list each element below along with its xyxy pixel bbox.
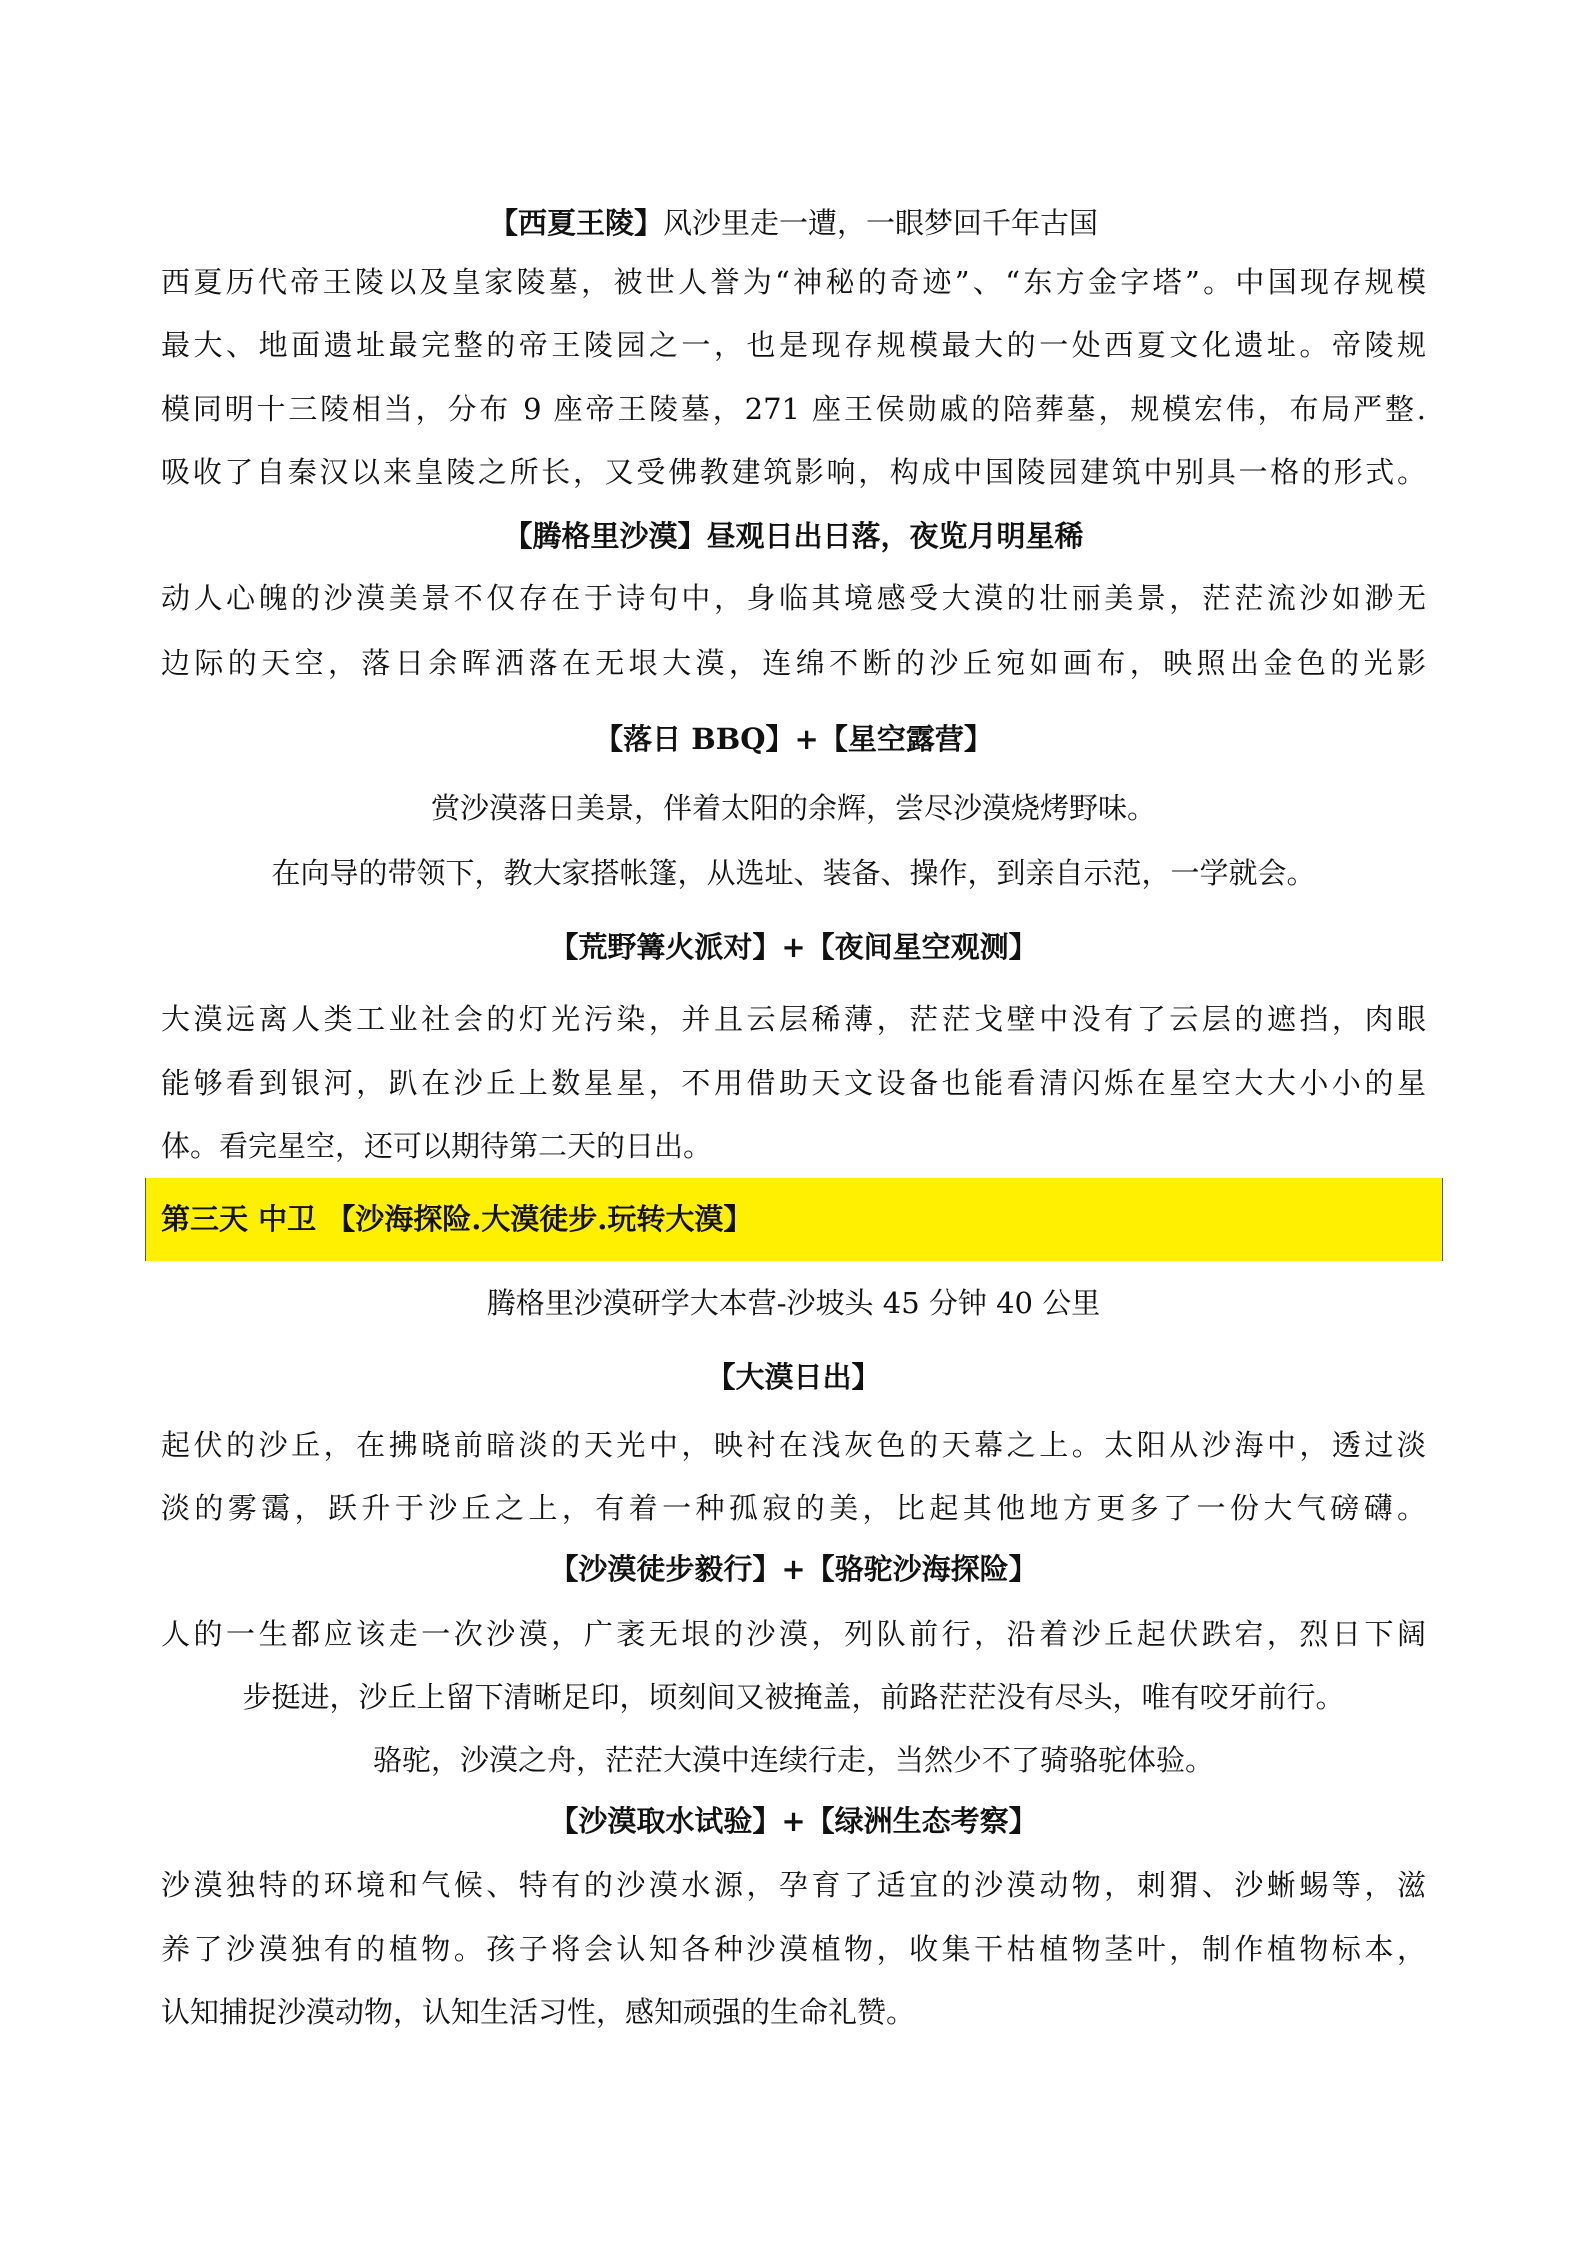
section-heading-water: 【沙漠取水试验】+【绿洲生态考察】: [549, 1804, 1038, 1838]
paragraph-line: 边际的天空，落日余晖洒落在无垠大漠，连绵不断的沙丘宛如画布，映照出金色的光影: [161, 646, 1426, 680]
paragraph-line: 认知捕捉沙漠动物，认知生活习性，感知顽强的生命礼赞。: [161, 1995, 916, 2029]
heading-rest-part: 风沙里走一遭，一眼梦回千年古国: [663, 206, 1099, 240]
paragraph-line: 步挺进，沙丘上留下清晰足印，顷刻间又被掩盖，前路茫茫没有尽头，唯有咬牙前行。: [242, 1680, 1345, 1714]
paragraph-line: 淡的雾霭，跃升于沙丘之上，有着一种孤寂的美，比起其他地方更多了一份大气磅礴。: [161, 1491, 1426, 1525]
day-three-title: 第三天 中卫 【沙海探险.大漠徒步.玩转大漠】: [161, 1202, 753, 1236]
paragraph-line: 能够看到银河，趴在沙丘上数星星，不用借助天文设备也能看清闪烁在星空大大小小的星: [161, 1066, 1426, 1100]
section-heading-trek: 【沙漠徒步毅行】+【骆驼沙海探险】: [549, 1552, 1038, 1586]
paragraph-line: 沙漠独特的环境和气候、特有的沙漠水源，孕育了适宜的沙漠动物，刺猬、沙蜥蜴等，滋: [161, 1868, 1426, 1902]
paragraph-line: 养了沙漠独有的植物。孩子将会认知各种沙漠植物，收集干枯植物茎叶，制作植物标本，: [161, 1932, 1426, 1966]
paragraph-line: 吸收了自秦汉以来皇陵之所长，又受佛教建筑影响，构成中国陵园建筑中别具一格的形式。: [161, 455, 1426, 489]
paragraph-line: 最大、地面遗址最完整的帝王陵园之一，也是现存规模最大的一处西夏文化遗址。帝陵规: [161, 328, 1426, 362]
paragraph-line: 动人心魄的沙漠美景不仅存在于诗句中，身临其境感受大漠的壮丽美景，茫茫流沙如渺无: [161, 581, 1426, 615]
day-three-banner: [145, 1178, 1443, 1261]
paragraph-line: 骆驼，沙漠之舟，茫茫大漠中连续行走，当然少不了骑骆驼体验。: [372, 1743, 1214, 1777]
paragraph-line: 赏沙漠落日美景，伴着太阳的余辉，尝尽沙漠烧烤野味。: [430, 791, 1156, 825]
paragraph-line: 在向导的带领下，教大家搭帐篷，从选址、装备、操作，到亲自示范，一学就会。: [271, 856, 1316, 890]
paragraph-line: 起伏的沙丘，在拂晓前暗淡的天光中，映衬在浅灰色的天幕之上。太阳从沙海中，透过淡: [161, 1428, 1426, 1462]
section-heading-sunrise: 【大漠日出】: [706, 1360, 881, 1394]
paragraph-line: 大漠远离人类工业社会的灯光污染，并且云层稀薄，茫茫戈壁中没有了云层的遮挡，肉眼: [161, 1002, 1426, 1036]
section-heading-bbq: 【落日 BBQ】+【星空露营】: [594, 722, 993, 756]
section-heading-xixia: [0, 203, 1587, 243]
section-heading-tengger: 【腾格里沙漠】昼观日出日落，夜览月明星稀: [503, 519, 1084, 553]
paragraph-line: 模同明十三陵相当，分布 9 座帝王陵墓，271 座王侯勋戚的陪葬墓，规模宏伟，布局严整.: [161, 392, 1426, 426]
paragraph-line: 体。看完星空，还可以期待第二天的日出。: [161, 1129, 713, 1163]
heading-bold-part: 【西夏王陵】: [488, 206, 663, 240]
section-heading-bonfire: 【荒野篝火派对】+【夜间星空观测】: [549, 930, 1038, 964]
paragraph-line: 西夏历代帝王陵以及皇家陵墓，被世人誉为“神秘的奇迹”、“东方金字塔”。中国现存规模: [161, 265, 1426, 299]
route-info: 腾格里沙漠研学大本营-沙坡头 45 分钟 40 公里: [486, 1286, 1101, 1320]
paragraph-line: 人的一生都应该走一次沙漠，广袤无垠的沙漠，列队前行，沿着沙丘起伏跌宕，烈日下阔: [161, 1617, 1426, 1651]
